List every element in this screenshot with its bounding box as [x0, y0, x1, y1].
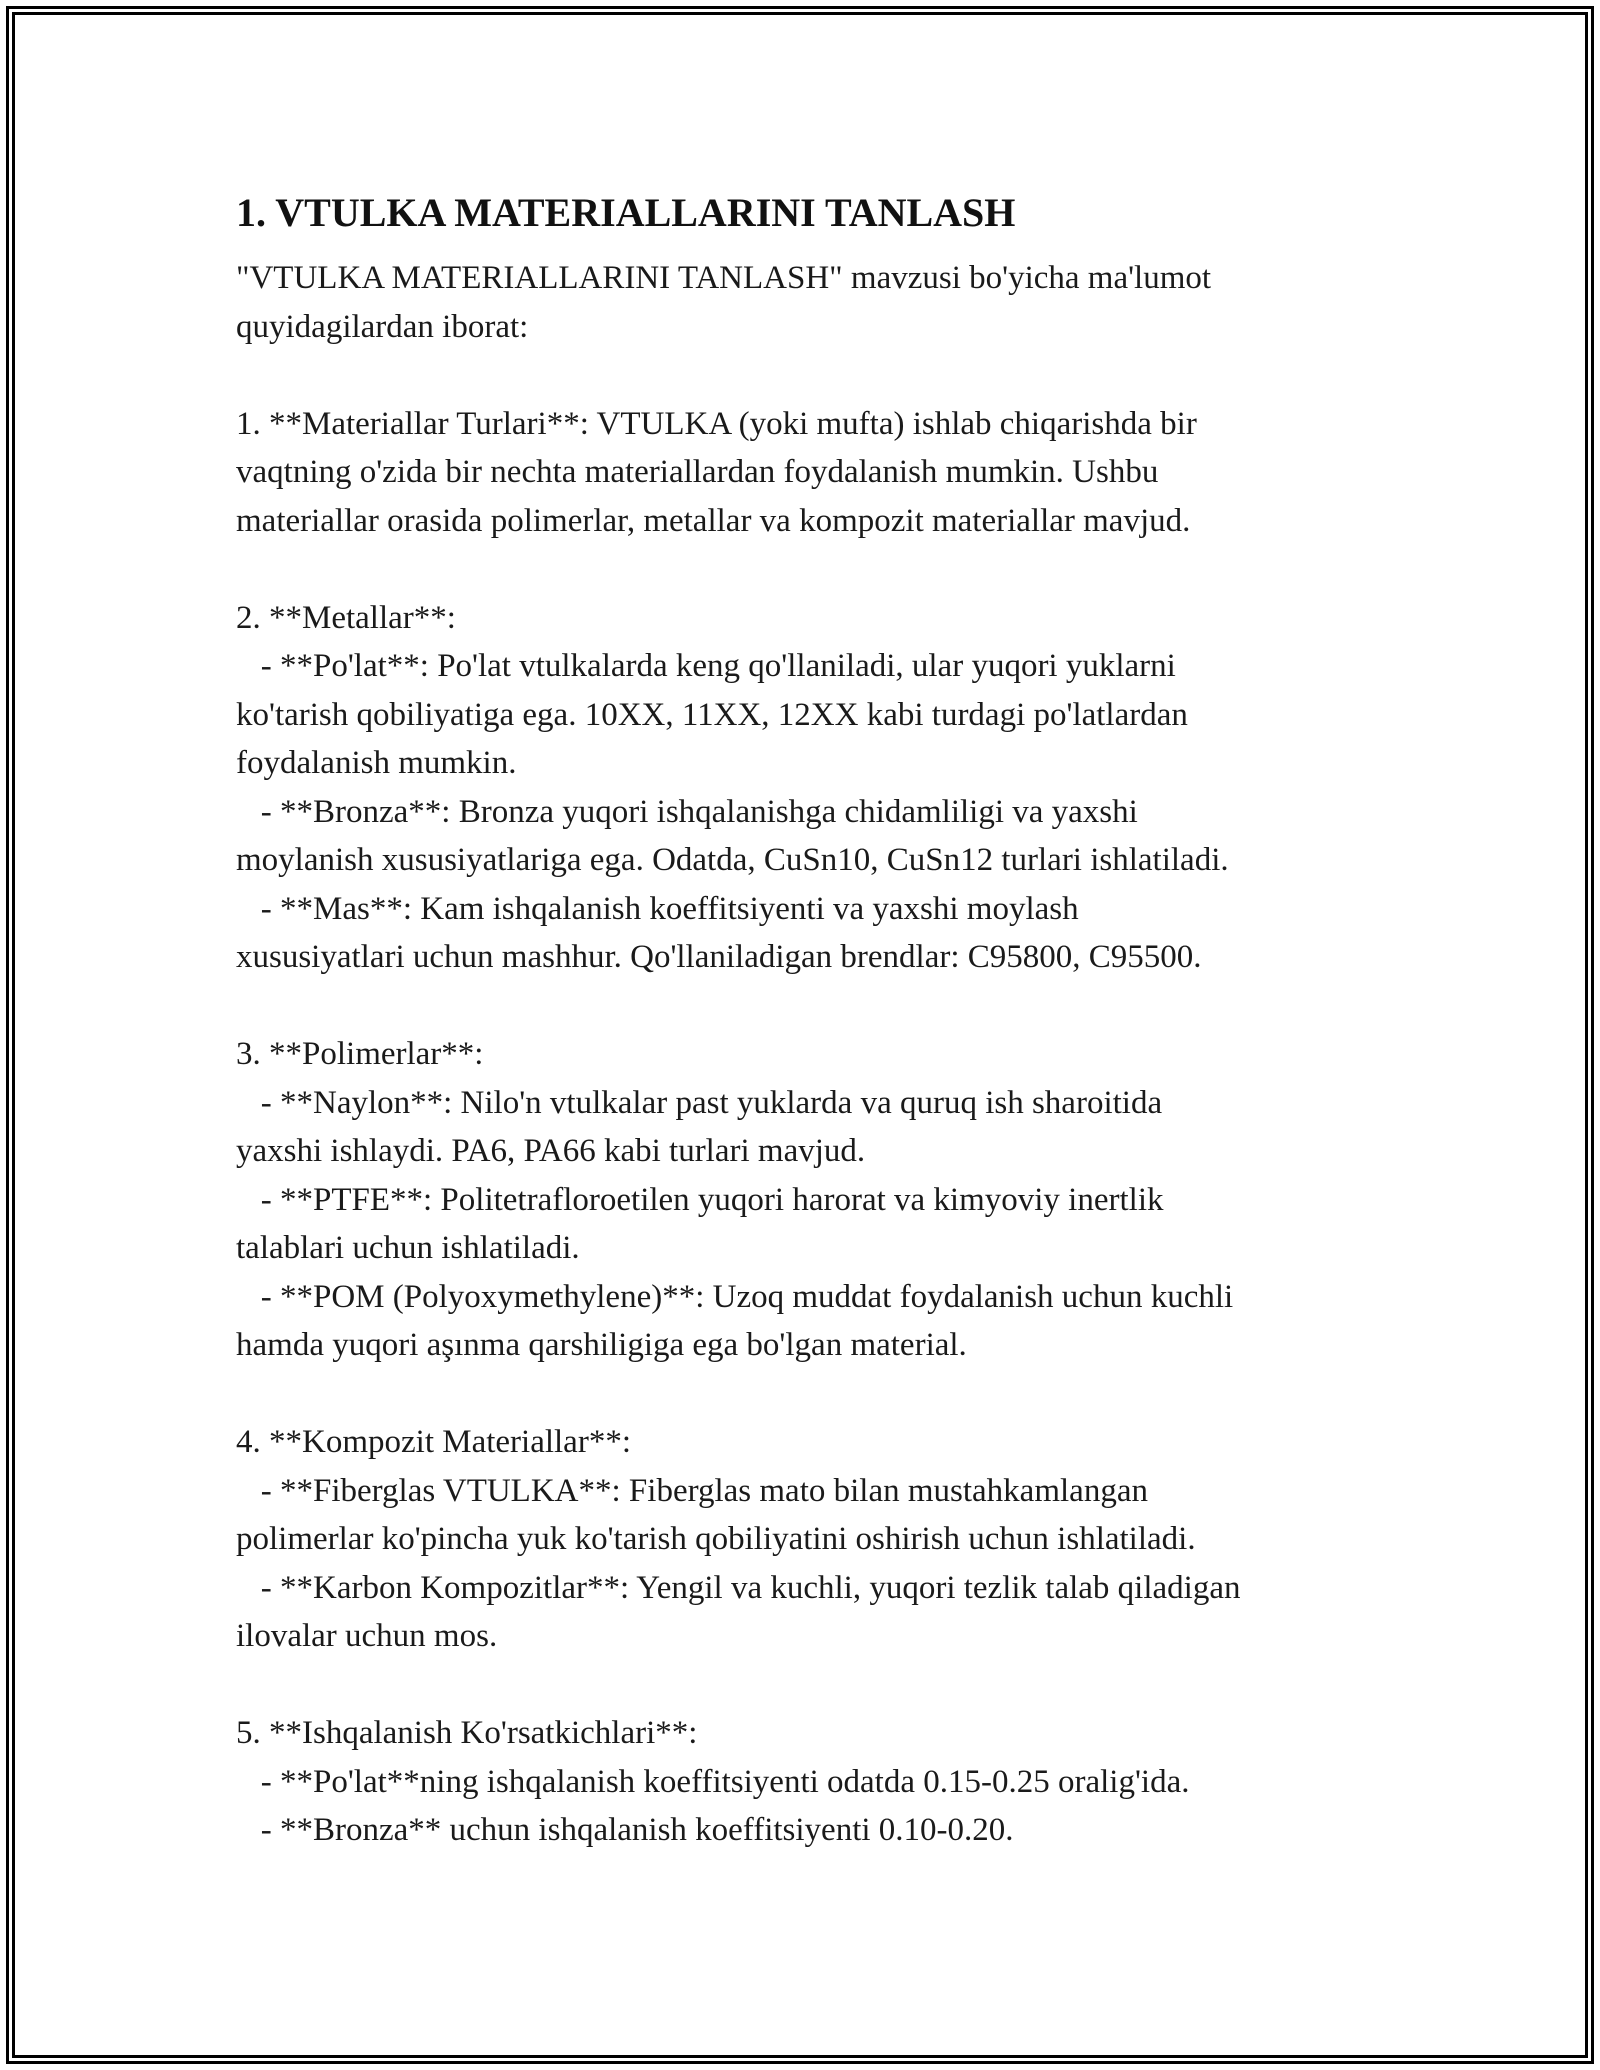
- section-kompozit-materiallar: [236, 1418, 1386, 1661]
- paragraph-gap: [236, 351, 1386, 400]
- intro-paragraph: "VTULKA MATERIALLARINI TANLASH" mavzusi bo'yicha ma'lumot quyidagilardan iborat:: [236, 260, 1212, 345]
- text-line: 5. **Ishqalanish Ko'rsatkichlari**:: [236, 1715, 698, 1751]
- text-line: - **Bronza** uchun ishqalanish koeffitsiyenti 0.10-0.20.: [236, 1812, 1014, 1848]
- text-line: moylanish xususiyatlariga ega. Odatda, CuSn10, CuSn12 turlari ishlatiladi.: [236, 842, 1229, 878]
- text-line: xususiyatlari uchun mashhur. Qo'llaniladigan brendlar: C95800, C95500.: [236, 939, 1202, 975]
- text-line: ilovalar uchun mos.: [236, 1618, 498, 1654]
- document-body: [236, 186, 1386, 1855]
- text-line: - **Naylon**: Nilo'n vtulkalar past yuklarda va quruq ish sharoitida: [236, 1084, 1163, 1121]
- section-materiallar-turlari: [236, 400, 1386, 546]
- text-line: 3. **Polimerlar**:: [236, 1036, 484, 1072]
- section-metallar: [236, 594, 1386, 982]
- text-line: vaqtning o'zida bir nechta materiallardan foydalanish mumkin. Ushbu: [236, 454, 1159, 490]
- document-title: 1. VTULKA MATERIALLARINI TANLASH: [236, 190, 1016, 235]
- text-line: - **Po'lat**ning ishqalanish koeffitsiyenti odatda 0.15-0.25 oralig'ida.: [236, 1763, 1190, 1800]
- text-line: 4. **Kompozit Materiallar**:: [236, 1424, 631, 1460]
- text-line: 1. **Materiallar Turlari**: VTULKA (yoki mufta) ishlab chiqarishda bir: [236, 405, 1197, 442]
- text-line: ko'tarish qobiliyatiga ega. 10XX, 11XX, 12XX kabi turdagi po'latlardan: [236, 696, 1188, 733]
- section-ishqalanish-korsatkichlari: [236, 1709, 1386, 1855]
- text-line: - **POM (Polyoxymethylene)**: Uzoq muddat foydalanish uchun kuchli: [236, 1278, 1234, 1315]
- text-line: materiallar orasida polimerlar, metallar va kompozit materiallar mavjud.: [236, 502, 1191, 539]
- text-line: yaxshi ishlaydi. PA6, PA66 kabi turlari mavjud.: [236, 1133, 866, 1169]
- paragraph-gap: [236, 1661, 1386, 1710]
- text-line: - **Fiberglas VTULKA**: Fiberglas mato bilan mustahkamlangan: [236, 1472, 1148, 1509]
- section-polimerlar: [236, 1030, 1386, 1370]
- text-line: - **Mas**: Kam ishqalanish koeffitsiyenti va yaxshi moylash: [236, 890, 1079, 927]
- text-line: 2. **Metallar**:: [236, 599, 456, 636]
- text-line: foydalanish mumkin.: [236, 745, 517, 781]
- text-line: - **Bronza**: Bronza yuqori ishqalanishga chidamliligi va yaxshi: [236, 793, 1138, 830]
- text-line: - **Karbon Kompozitlar**: Yengil va kuchli, yuqori tezlik talab qiladigan: [236, 1569, 1241, 1606]
- paragraph-gap: [236, 1370, 1386, 1419]
- text-line: hamda yuqori aşınma qarshiligiga ega bo'lgan material.: [236, 1327, 967, 1363]
- paragraph-gap: [236, 545, 1386, 594]
- paragraph-gap: [236, 982, 1386, 1031]
- text-line: - **PTFE**: Politetrafloroetilen yuqori harorat va kimyoviy inertlik: [236, 1181, 1164, 1218]
- text-line: - **Po'lat**: Po'lat vtulkalarda keng qo'llaniladi, ular yuqori yuklarni: [236, 648, 1176, 684]
- text-line: polimerlar ko'pincha yuk ko'tarish qobiliyatini oshirish uchun ishlatiladi.: [236, 1521, 1196, 1557]
- text-line: talablari uchun ishlatiladi.: [236, 1230, 580, 1266]
